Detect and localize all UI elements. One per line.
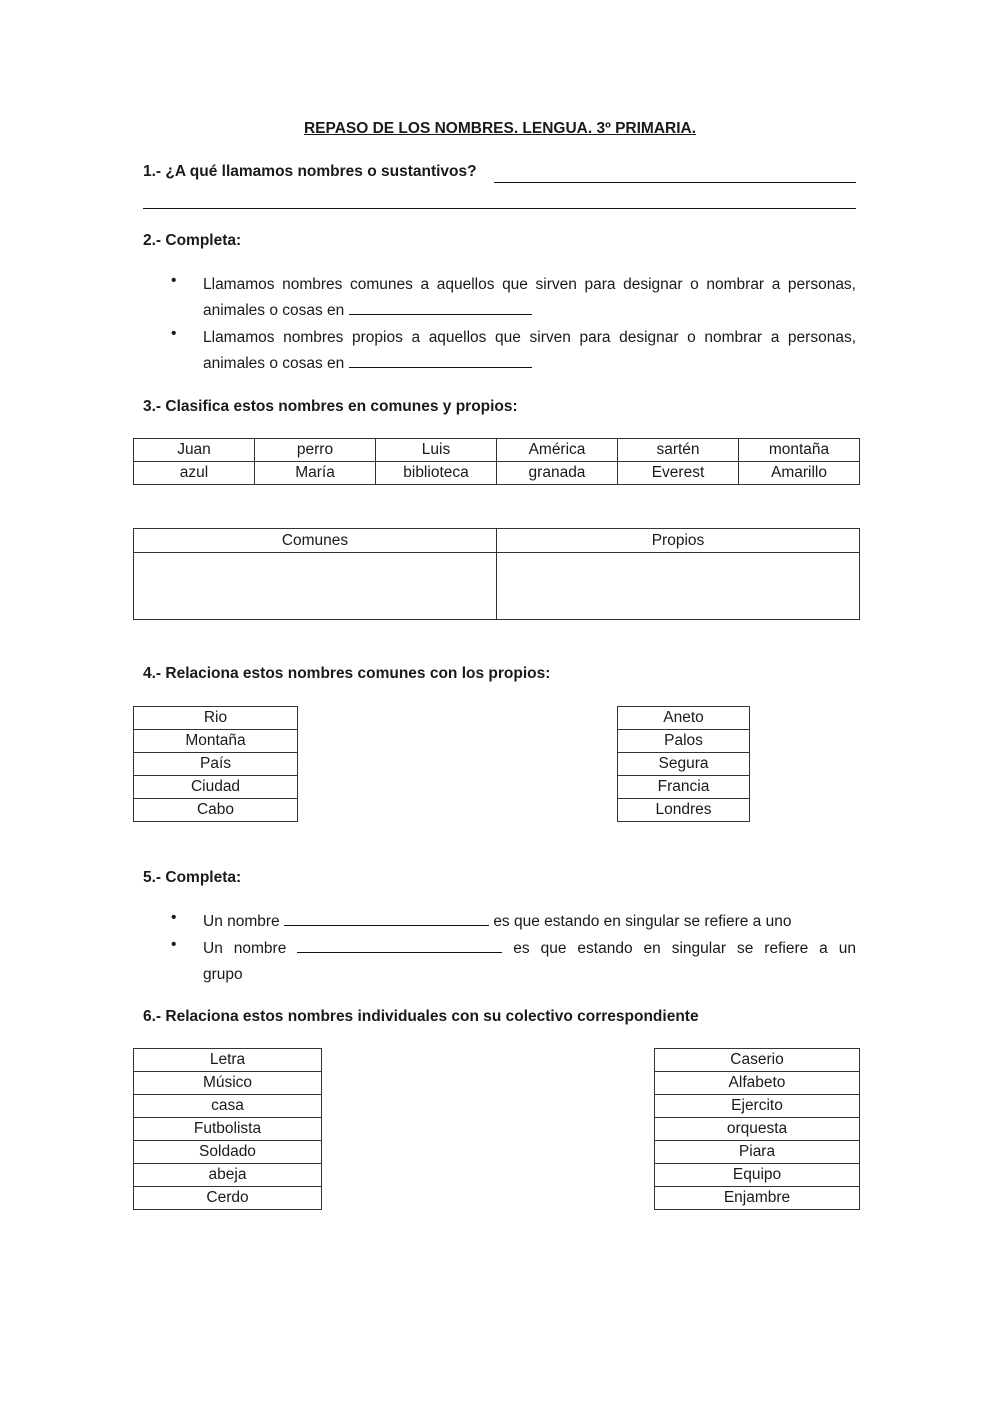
match-item[interactable]: Letra <box>134 1049 322 1072</box>
bullet-icon: • <box>171 936 177 953</box>
answer-line-2[interactable] <box>143 192 856 209</box>
question-2-label: 2.- Completa: <box>143 232 242 249</box>
match-item[interactable]: Soldado <box>134 1141 322 1164</box>
match-item[interactable]: Cabo <box>134 799 298 822</box>
match-item[interactable]: Ejercito <box>655 1095 860 1118</box>
match-item[interactable]: orquesta <box>655 1118 860 1141</box>
word-cell: María <box>255 462 376 485</box>
match-item[interactable]: Músico <box>134 1072 322 1095</box>
word-cell: América <box>497 439 618 462</box>
words-table <box>133 438 860 485</box>
match-item[interactable]: casa <box>134 1095 322 1118</box>
word-cell: Amarillo <box>739 462 860 485</box>
question-1-label: 1.- ¿A qué llamamos nombres o sustantivos? <box>143 163 477 180</box>
fill-blank-common[interactable] <box>349 298 532 315</box>
question-5-bullet-2: Un nombre es que estando en singular se refiere a un <box>203 936 856 962</box>
classify-table <box>133 528 860 620</box>
match-item[interactable]: Montaña <box>134 730 298 753</box>
word-cell: biblioteca <box>376 462 497 485</box>
bullet-icon: • <box>171 909 177 926</box>
question-5-label: 5.- Completa: <box>143 869 242 886</box>
match-item[interactable]: Cerdo <box>134 1187 322 1210</box>
word-cell: granada <box>497 462 618 485</box>
match-item[interactable]: Caserio <box>655 1049 860 1072</box>
fill-blank-collective[interactable] <box>297 936 502 953</box>
match-item[interactable]: Rio <box>134 707 298 730</box>
match-item[interactable]: Piara <box>655 1141 860 1164</box>
question-2-bullet-2: Llamamos nombres propios a aquellos que sirven para designar o nombrar a personas, animales o cosas en <box>203 329 856 372</box>
header-propios: Propios <box>497 529 860 553</box>
question-4-label: 4.- Relaciona estos nombres comunes con los propios: <box>143 665 551 682</box>
bullet-icon: • <box>171 325 177 342</box>
match-item[interactable]: Futbolista <box>134 1118 322 1141</box>
match-item[interactable]: Enjambre <box>655 1187 860 1210</box>
word-cell: montaña <box>739 439 860 462</box>
answer-cell-comunes[interactable] <box>134 553 497 620</box>
bullet-icon: • <box>171 272 177 289</box>
question-2-bullet-1: Llamamos nombres comunes a aquellos que sirven para designar o nombrar a personas, animales o cosas en <box>203 276 856 319</box>
match-item[interactable]: Alfabeto <box>655 1072 860 1095</box>
question-6-label: 6.- Relaciona estos nombres individuales con su colectivo correspondiente <box>143 1008 699 1025</box>
word-cell: Juan <box>134 439 255 462</box>
word-cell: Luis <box>376 439 497 462</box>
question-5-bullet-1: Un nombre es que estando en singular se refiere a uno <box>203 909 856 935</box>
match-item[interactable]: Londres <box>618 799 750 822</box>
match-item[interactable]: Segura <box>618 753 750 776</box>
match-item[interactable]: País <box>134 753 298 776</box>
word-cell: azul <box>134 462 255 485</box>
answer-cell-propios[interactable] <box>497 553 860 620</box>
individual-nouns-table <box>133 1048 322 1210</box>
question-3-label: 3.- Clasifica estos nombres en comunes y propios: <box>143 398 518 415</box>
match-item[interactable]: Equipo <box>655 1164 860 1187</box>
word-cell: sartén <box>618 439 739 462</box>
page-title: REPASO DE LOS NOMBRES. LENGUA. 3º PRIMARIA. <box>303 120 697 137</box>
fill-blank-proper[interactable] <box>349 351 532 368</box>
match-item[interactable]: Aneto <box>618 707 750 730</box>
collective-nouns-table <box>654 1048 860 1210</box>
match-item[interactable]: abeja <box>134 1164 322 1187</box>
word-cell: Everest <box>618 462 739 485</box>
match-item[interactable]: Palos <box>618 730 750 753</box>
fill-blank-individual[interactable] <box>284 909 489 926</box>
word-cell: perro <box>255 439 376 462</box>
match-item[interactable]: Francia <box>618 776 750 799</box>
header-comunes: Comunes <box>134 529 497 553</box>
common-nouns-table <box>133 706 298 822</box>
question-5-bullet-2-cont: grupo <box>203 966 243 983</box>
answer-line-1[interactable] <box>494 166 856 183</box>
match-item[interactable]: Ciudad <box>134 776 298 799</box>
proper-nouns-table <box>617 706 750 822</box>
